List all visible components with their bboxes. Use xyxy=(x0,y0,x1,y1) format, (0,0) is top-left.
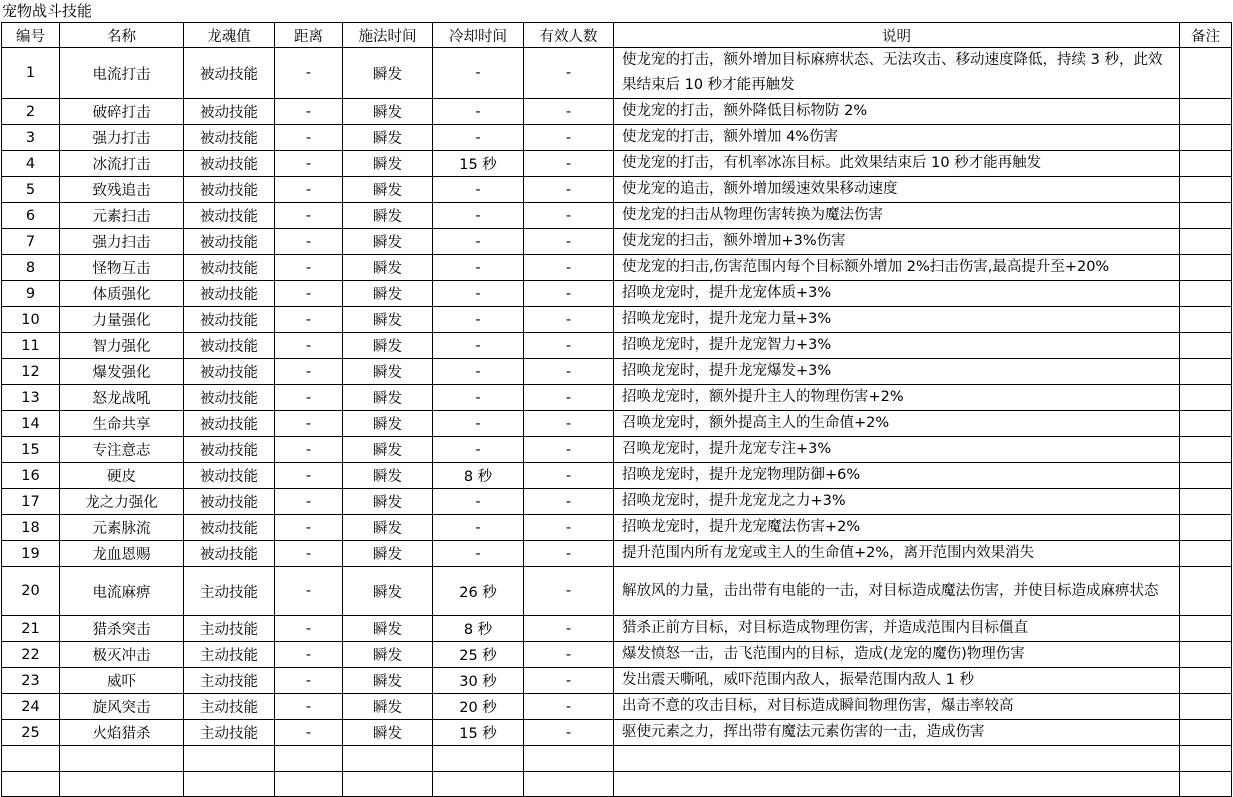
empty-cell[interactable] xyxy=(614,746,1180,772)
cell-name[interactable]: 猎杀突击 xyxy=(60,616,184,642)
cell-distance[interactable]: - xyxy=(275,694,343,720)
sheet-title: 宠物战斗技能 xyxy=(2,2,93,20)
header-cooldown[interactable]: 冷却时间 xyxy=(433,23,524,48)
cell-name[interactable]: 元素扫击 xyxy=(60,203,184,229)
cell-targets[interactable]: - xyxy=(524,281,614,307)
cell-description[interactable]: 召唤龙宠时，额外提高主人的生命值+2% xyxy=(614,411,1180,437)
header-dragon-soul[interactable]: 龙魂值 xyxy=(184,23,275,48)
cell-id[interactable]: 15 xyxy=(2,437,60,463)
cell-targets[interactable]: - xyxy=(524,203,614,229)
cell-note[interactable] xyxy=(1180,567,1232,616)
table-row xyxy=(2,541,1232,567)
table-row xyxy=(2,151,1232,177)
empty-cell[interactable] xyxy=(1180,746,1232,772)
cell-id[interactable]: 14 xyxy=(2,411,60,437)
cell-description[interactable]: 爆发愤怒一击，击飞范围内的目标，造成(龙宠的魔伤)物理伤害 xyxy=(614,642,1180,668)
cell-note[interactable] xyxy=(1180,463,1232,489)
cell-id[interactable]: 8 xyxy=(2,255,60,281)
table-row xyxy=(2,567,1232,616)
cell-description[interactable]: 使龙宠的打击，额外降低目标物防 2% xyxy=(614,99,1180,125)
cell-type[interactable]: 被动技能 xyxy=(184,281,275,307)
empty-cell[interactable] xyxy=(524,771,614,797)
cell-description[interactable]: 招唤龙宠时，额外提升主人的物理伤害+2% xyxy=(614,385,1180,411)
cell-note[interactable] xyxy=(1180,333,1232,359)
table-row xyxy=(2,359,1232,385)
cell-targets[interactable]: - xyxy=(524,255,614,281)
empty-cell[interactable] xyxy=(275,746,343,772)
cell-cooldown[interactable]: 30 秒 xyxy=(433,668,524,694)
cell-type[interactable]: 被动技能 xyxy=(184,411,275,437)
cell-name[interactable]: 强力扫击 xyxy=(60,229,184,255)
cell-description[interactable]: 使龙宠的扫击从物理伤害转换为魔法伤害 xyxy=(614,203,1180,229)
cell-name[interactable]: 专注意志 xyxy=(60,437,184,463)
cell-name[interactable]: 威吓 xyxy=(60,668,184,694)
empty-row xyxy=(2,771,1232,797)
empty-cell[interactable] xyxy=(184,746,275,772)
cell-targets[interactable]: - xyxy=(524,642,614,668)
cell-cooldown[interactable]: 15 秒 xyxy=(433,720,524,746)
cell-id[interactable]: 22 xyxy=(2,642,60,668)
cell-description[interactable]: 招唤龙宠时，提升龙宠爆发+3% xyxy=(614,359,1180,385)
cell-distance[interactable]: - xyxy=(275,668,343,694)
cell-note[interactable] xyxy=(1180,694,1232,720)
cell-type[interactable]: 被动技能 xyxy=(184,177,275,203)
cell-targets[interactable]: - xyxy=(524,668,614,694)
cell-targets[interactable]: - xyxy=(524,151,614,177)
cell-description[interactable]: 解放风的力量，击出带有电能的一击，对目标造成魔法伤害，并使目标造成麻痹状态 xyxy=(614,567,1180,616)
table-row xyxy=(2,616,1232,642)
cell-cooldown[interactable]: 8 秒 xyxy=(433,616,524,642)
cell-cooldown[interactable]: - xyxy=(433,99,524,125)
cell-cast-time[interactable]: 瞬发 xyxy=(343,151,433,177)
cell-cast-time[interactable]: 瞬发 xyxy=(343,515,433,541)
cell-note[interactable] xyxy=(1180,616,1232,642)
empty-row xyxy=(2,746,1232,772)
header-name[interactable]: 名称 xyxy=(60,23,184,48)
table-row xyxy=(2,720,1232,746)
table-row xyxy=(2,489,1232,515)
cell-type[interactable]: 主动技能 xyxy=(184,668,275,694)
cell-description[interactable]: 使龙宠的追击，额外增加缓速效果移动速度 xyxy=(614,177,1180,203)
cell-description[interactable]: 使龙宠的打击，额外增加目标麻痹状态、无法攻击、移动速度降低，持续 3 秒，此效果结束后 10 秒才能再触发 xyxy=(614,48,1180,99)
header-targets[interactable]: 有效人数 xyxy=(524,23,614,48)
table-row xyxy=(2,411,1232,437)
empty-cell[interactable] xyxy=(60,746,184,772)
cell-id[interactable]: 4 xyxy=(2,151,60,177)
cell-name[interactable]: 旋风突击 xyxy=(60,694,184,720)
cell-note[interactable] xyxy=(1180,411,1232,437)
cell-name[interactable]: 体质强化 xyxy=(60,281,184,307)
cell-description[interactable]: 招唤龙宠时，提升龙宠物理防御+6% xyxy=(614,463,1180,489)
cell-targets[interactable]: - xyxy=(524,333,614,359)
cell-note[interactable] xyxy=(1180,515,1232,541)
cell-distance[interactable]: - xyxy=(275,642,343,668)
cell-cast-time[interactable]: 瞬发 xyxy=(343,541,433,567)
cell-cast-time[interactable]: 瞬发 xyxy=(343,463,433,489)
empty-cell[interactable] xyxy=(2,771,60,797)
table-row xyxy=(2,203,1232,229)
cell-targets[interactable]: - xyxy=(524,463,614,489)
cell-id[interactable]: 7 xyxy=(2,229,60,255)
cell-cast-time[interactable]: 瞬发 xyxy=(343,668,433,694)
cell-cast-time[interactable]: 瞬发 xyxy=(343,720,433,746)
cell-type[interactable]: 被动技能 xyxy=(184,515,275,541)
cell-type[interactable]: 被动技能 xyxy=(184,463,275,489)
cell-name[interactable]: 极灭冲击 xyxy=(60,642,184,668)
cell-cooldown[interactable]: 25 秒 xyxy=(433,642,524,668)
cell-name[interactable]: 火焰猎杀 xyxy=(60,720,184,746)
empty-cell[interactable] xyxy=(524,746,614,772)
skills-table xyxy=(1,22,1232,797)
cell-targets[interactable]: - xyxy=(524,616,614,642)
cell-targets[interactable]: - xyxy=(524,48,614,99)
cell-cast-time[interactable]: 瞬发 xyxy=(343,48,433,99)
cell-name[interactable]: 智力强化 xyxy=(60,333,184,359)
empty-cell[interactable] xyxy=(1180,771,1232,797)
cell-cast-time[interactable]: 瞬发 xyxy=(343,99,433,125)
cell-note[interactable] xyxy=(1180,642,1232,668)
cell-distance[interactable]: - xyxy=(275,437,343,463)
cell-targets[interactable]: - xyxy=(524,411,614,437)
cell-description[interactable]: 出奇不意的攻击目标，对目标造成瞬间物理伤害，爆击率较高 xyxy=(614,694,1180,720)
header-description[interactable]: 说明 xyxy=(614,23,1180,48)
cell-cast-time[interactable]: 瞬发 xyxy=(343,437,433,463)
cell-name[interactable]: 致残追击 xyxy=(60,177,184,203)
cell-description[interactable]: 召唤龙宠时，提升龙宠专注+3% xyxy=(614,437,1180,463)
cell-targets[interactable]: - xyxy=(524,307,614,333)
table-row xyxy=(2,694,1232,720)
empty-cell[interactable] xyxy=(60,771,184,797)
cell-distance[interactable]: - xyxy=(275,151,343,177)
cell-cooldown[interactable]: - xyxy=(433,177,524,203)
cell-cast-time[interactable]: 瞬发 xyxy=(343,359,433,385)
cell-description[interactable]: 使龙宠的打击，有机率冰冻目标。此效果结束后 10 秒才能再触发 xyxy=(614,151,1180,177)
cell-type[interactable]: 主动技能 xyxy=(184,567,275,616)
cell-distance[interactable]: - xyxy=(275,359,343,385)
header-distance[interactable]: 距离 xyxy=(275,23,343,48)
cell-type[interactable]: 被动技能 xyxy=(184,489,275,515)
cell-id[interactable]: 9 xyxy=(2,281,60,307)
cell-note[interactable] xyxy=(1180,48,1232,99)
cell-description[interactable]: 猎杀正前方目标，对目标造成物理伤害，并造成范围内目标僵直 xyxy=(614,616,1180,642)
cell-id[interactable]: 11 xyxy=(2,333,60,359)
cell-targets[interactable]: - xyxy=(524,541,614,567)
cell-description[interactable]: 使龙宠的扫击,伤害范围内每个目标额外增加 2%扫击伤害,最高提升至+20% xyxy=(614,255,1180,281)
cell-name[interactable]: 电流打击 xyxy=(60,48,184,99)
cell-type[interactable]: 被动技能 xyxy=(184,125,275,151)
cell-distance[interactable]: - xyxy=(275,385,343,411)
cell-id[interactable]: 25 xyxy=(2,720,60,746)
cell-cooldown[interactable]: 15 秒 xyxy=(433,151,524,177)
cell-id[interactable]: 2 xyxy=(2,99,60,125)
cell-id[interactable]: 21 xyxy=(2,616,60,642)
table-row xyxy=(2,229,1232,255)
table-row xyxy=(2,668,1232,694)
cell-cast-time[interactable]: 瞬发 xyxy=(343,642,433,668)
cell-note[interactable] xyxy=(1180,720,1232,746)
header-note[interactable]: 备注 xyxy=(1180,23,1232,48)
header-id[interactable]: 编号 xyxy=(2,23,60,48)
cell-cooldown[interactable]: - xyxy=(433,125,524,151)
cell-distance[interactable]: - xyxy=(275,463,343,489)
cell-cast-time[interactable]: 瞬发 xyxy=(343,255,433,281)
cell-targets[interactable]: - xyxy=(524,694,614,720)
cell-note[interactable] xyxy=(1180,668,1232,694)
cell-note[interactable] xyxy=(1180,125,1232,151)
cell-name[interactable]: 强力打击 xyxy=(60,125,184,151)
cell-name[interactable]: 怪物互击 xyxy=(60,255,184,281)
cell-targets[interactable]: - xyxy=(524,489,614,515)
cell-note[interactable] xyxy=(1180,359,1232,385)
cell-type[interactable]: 被动技能 xyxy=(184,255,275,281)
cell-cast-time[interactable]: 瞬发 xyxy=(343,177,433,203)
cell-id[interactable]: 3 xyxy=(2,125,60,151)
cell-targets[interactable]: - xyxy=(524,99,614,125)
cell-name[interactable]: 爆发强化 xyxy=(60,359,184,385)
cell-type[interactable]: 被动技能 xyxy=(184,333,275,359)
cell-description[interactable]: 发出震天嘶吼，威吓范围内敌人，振晕范围内敌人 1 秒 xyxy=(614,668,1180,694)
cell-targets[interactable]: - xyxy=(524,125,614,151)
cell-name[interactable]: 冰流打击 xyxy=(60,151,184,177)
cell-distance[interactable]: - xyxy=(275,125,343,151)
cell-note[interactable] xyxy=(1180,541,1232,567)
cell-id[interactable]: 18 xyxy=(2,515,60,541)
cell-cooldown[interactable]: - xyxy=(433,333,524,359)
table-row xyxy=(2,99,1232,125)
cell-note[interactable] xyxy=(1180,99,1232,125)
cell-cooldown[interactable]: 8 秒 xyxy=(433,463,524,489)
empty-cell[interactable] xyxy=(433,746,524,772)
cell-note[interactable] xyxy=(1180,307,1232,333)
empty-cell[interactable] xyxy=(275,771,343,797)
cell-description[interactable]: 使龙宠的扫击，额外增加+3%伤害 xyxy=(614,229,1180,255)
cell-type[interactable]: 被动技能 xyxy=(184,151,275,177)
cell-id[interactable]: 5 xyxy=(2,177,60,203)
cell-description[interactable]: 招唤龙宠时，提升龙宠体质+3% xyxy=(614,281,1180,307)
cell-targets[interactable]: - xyxy=(524,515,614,541)
cell-distance[interactable]: - xyxy=(275,99,343,125)
cell-cast-time[interactable]: 瞬发 xyxy=(343,694,433,720)
cell-id[interactable]: 19 xyxy=(2,541,60,567)
cell-distance[interactable]: - xyxy=(275,177,343,203)
cell-type[interactable]: 被动技能 xyxy=(184,385,275,411)
cell-name[interactable]: 元素脉流 xyxy=(60,515,184,541)
cell-cooldown[interactable]: - xyxy=(433,229,524,255)
table-row xyxy=(2,333,1232,359)
cell-cast-time[interactable]: 瞬发 xyxy=(343,567,433,616)
cell-cooldown[interactable]: - xyxy=(433,385,524,411)
cell-id[interactable]: 10 xyxy=(2,307,60,333)
cell-distance[interactable]: - xyxy=(275,616,343,642)
cell-type[interactable]: 被动技能 xyxy=(184,307,275,333)
cell-cooldown[interactable]: - xyxy=(433,281,524,307)
empty-cell[interactable] xyxy=(614,771,1180,797)
cell-id[interactable]: 23 xyxy=(2,668,60,694)
cell-id[interactable]: 17 xyxy=(2,489,60,515)
cell-targets[interactable]: - xyxy=(524,385,614,411)
cell-cast-time[interactable]: 瞬发 xyxy=(343,307,433,333)
cell-id[interactable]: 6 xyxy=(2,203,60,229)
cell-note[interactable] xyxy=(1180,177,1232,203)
cell-targets[interactable]: - xyxy=(524,359,614,385)
cell-type[interactable]: 主动技能 xyxy=(184,694,275,720)
table-row xyxy=(2,177,1232,203)
cell-name[interactable]: 破碎打击 xyxy=(60,99,184,125)
cell-name[interactable]: 怒龙战吼 xyxy=(60,385,184,411)
cell-name[interactable]: 硬皮 xyxy=(60,463,184,489)
cell-type[interactable]: 被动技能 xyxy=(184,99,275,125)
cell-description[interactable]: 招唤龙宠时，提升龙宠龙之力+3% xyxy=(614,489,1180,515)
cell-targets[interactable]: - xyxy=(524,567,614,616)
table-row xyxy=(2,281,1232,307)
cell-cooldown[interactable]: - xyxy=(433,541,524,567)
cell-distance[interactable]: - xyxy=(275,541,343,567)
cell-distance[interactable]: - xyxy=(275,48,343,99)
cell-id[interactable]: 1 xyxy=(2,48,60,99)
cell-distance[interactable]: - xyxy=(275,333,343,359)
cell-targets[interactable]: - xyxy=(524,229,614,255)
empty-cell[interactable] xyxy=(184,771,275,797)
cell-distance[interactable]: - xyxy=(275,255,343,281)
cell-distance[interactable]: - xyxy=(275,411,343,437)
table-row xyxy=(2,463,1232,489)
cell-type[interactable]: 被动技能 xyxy=(184,203,275,229)
cell-note[interactable] xyxy=(1180,203,1232,229)
cell-cooldown[interactable]: - xyxy=(433,48,524,99)
cell-cast-time[interactable]: 瞬发 xyxy=(343,385,433,411)
cell-targets[interactable]: - xyxy=(524,720,614,746)
cell-distance[interactable]: - xyxy=(275,567,343,616)
cell-cooldown[interactable]: - xyxy=(433,203,524,229)
cell-type[interactable]: 被动技能 xyxy=(184,229,275,255)
cell-description[interactable]: 驱使元素之力，挥出带有魔法元素伤害的一击，造成伤害 xyxy=(614,720,1180,746)
cell-distance[interactable]: - xyxy=(275,515,343,541)
empty-cell[interactable] xyxy=(343,771,433,797)
cell-cooldown[interactable]: 20 秒 xyxy=(433,694,524,720)
cell-description[interactable]: 招唤龙宠时，提升龙宠魔法伤害+2% xyxy=(614,515,1180,541)
cell-type[interactable]: 主动技能 xyxy=(184,642,275,668)
cell-type[interactable]: 被动技能 xyxy=(184,48,275,99)
cell-cast-time[interactable]: 瞬发 xyxy=(343,616,433,642)
cell-cooldown[interactable]: - xyxy=(433,411,524,437)
empty-cell[interactable] xyxy=(343,746,433,772)
cell-distance[interactable]: - xyxy=(275,203,343,229)
cell-distance[interactable]: - xyxy=(275,229,343,255)
cell-targets[interactable]: - xyxy=(524,437,614,463)
cell-note[interactable] xyxy=(1180,489,1232,515)
cell-description[interactable]: 提升范围内所有龙宠或主人的生命值+2%，离开范围内效果消失 xyxy=(614,541,1180,567)
cell-type[interactable]: 被动技能 xyxy=(184,359,275,385)
header-cast-time[interactable]: 施法时间 xyxy=(343,23,433,48)
table-row xyxy=(2,642,1232,668)
table-row xyxy=(2,437,1232,463)
cell-note[interactable] xyxy=(1180,281,1232,307)
cell-distance[interactable]: - xyxy=(275,489,343,515)
table-row xyxy=(2,255,1232,281)
cell-description[interactable]: 招唤龙宠时，提升龙宠智力+3% xyxy=(614,333,1180,359)
cell-cooldown[interactable]: - xyxy=(433,515,524,541)
cell-targets[interactable]: - xyxy=(524,177,614,203)
cell-cast-time[interactable]: 瞬发 xyxy=(343,281,433,307)
cell-name[interactable]: 龙之力强化 xyxy=(60,489,184,515)
table-row xyxy=(2,125,1232,151)
cell-distance[interactable]: - xyxy=(275,281,343,307)
table-row xyxy=(2,385,1232,411)
cell-distance[interactable]: - xyxy=(275,307,343,333)
cell-cooldown[interactable]: - xyxy=(433,489,524,515)
cell-cooldown[interactable]: - xyxy=(433,307,524,333)
cell-id[interactable]: 12 xyxy=(2,359,60,385)
cell-note[interactable] xyxy=(1180,151,1232,177)
cell-id[interactable]: 24 xyxy=(2,694,60,720)
cell-id[interactable]: 20 xyxy=(2,567,60,616)
empty-cell[interactable] xyxy=(433,771,524,797)
cell-cast-time[interactable]: 瞬发 xyxy=(343,203,433,229)
cell-cast-time[interactable]: 瞬发 xyxy=(343,489,433,515)
empty-cell[interactable] xyxy=(2,746,60,772)
cell-name[interactable]: 龙血恩赐 xyxy=(60,541,184,567)
cell-cast-time[interactable]: 瞬发 xyxy=(343,333,433,359)
cell-description[interactable]: 使龙宠的打击，额外增加 4%伤害 xyxy=(614,125,1180,151)
cell-cooldown[interactable]: - xyxy=(433,255,524,281)
cell-description[interactable]: 招唤龙宠时，提升龙宠力量+3% xyxy=(614,307,1180,333)
cell-note[interactable] xyxy=(1180,437,1232,463)
header-row xyxy=(2,23,1232,48)
cell-cooldown[interactable]: - xyxy=(433,437,524,463)
cell-note[interactable] xyxy=(1180,229,1232,255)
cell-note[interactable] xyxy=(1180,385,1232,411)
cell-type[interactable]: 主动技能 xyxy=(184,616,275,642)
cell-cast-time[interactable]: 瞬发 xyxy=(343,411,433,437)
cell-cooldown[interactable]: 26 秒 xyxy=(433,567,524,616)
cell-id[interactable]: 13 xyxy=(2,385,60,411)
cell-name[interactable]: 力量强化 xyxy=(60,307,184,333)
cell-type[interactable]: 被动技能 xyxy=(184,437,275,463)
cell-type[interactable]: 被动技能 xyxy=(184,541,275,567)
cell-cast-time[interactable]: 瞬发 xyxy=(343,125,433,151)
cell-distance[interactable]: - xyxy=(275,720,343,746)
table-row xyxy=(2,48,1232,99)
cell-id[interactable]: 16 xyxy=(2,463,60,489)
cell-note[interactable] xyxy=(1180,255,1232,281)
cell-name[interactable]: 生命共享 xyxy=(60,411,184,437)
cell-cooldown[interactable]: - xyxy=(433,359,524,385)
cell-type[interactable]: 主动技能 xyxy=(184,720,275,746)
cell-cast-time[interactable]: 瞬发 xyxy=(343,229,433,255)
table-row xyxy=(2,307,1232,333)
cell-name[interactable]: 电流麻痹 xyxy=(60,567,184,616)
table-row xyxy=(2,515,1232,541)
